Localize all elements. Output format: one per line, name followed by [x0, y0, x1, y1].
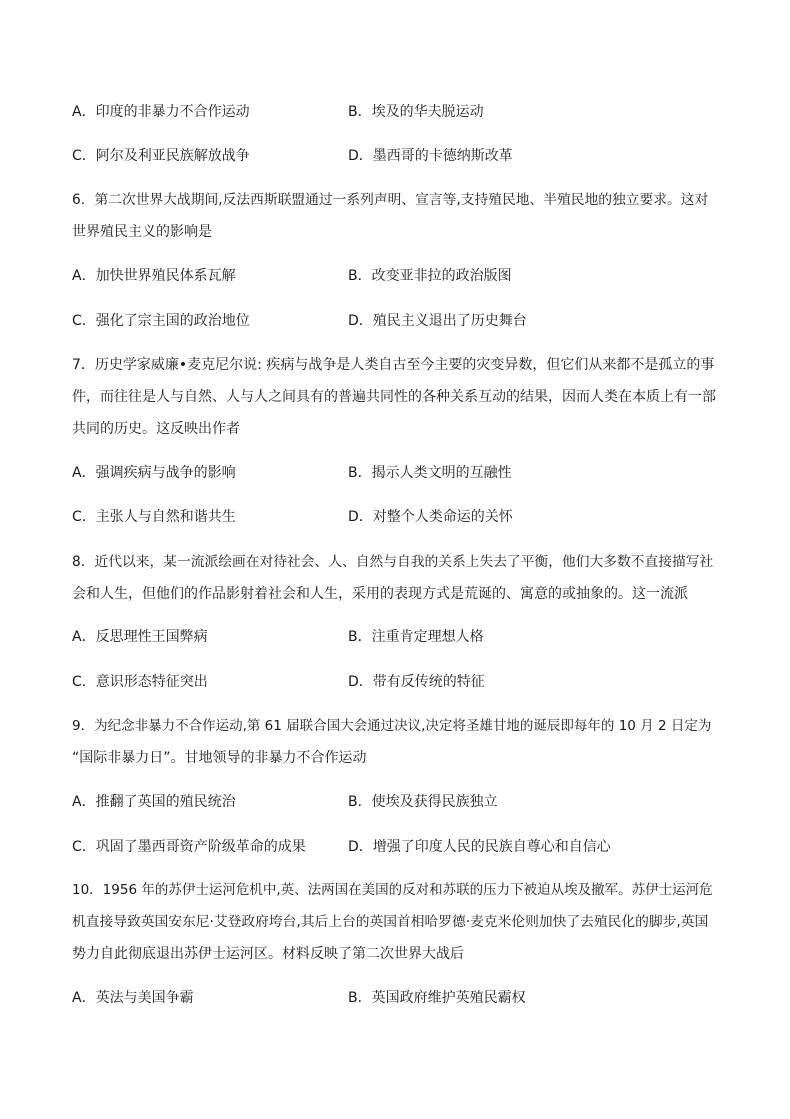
- q9-option-d: D．增强了印度人民的民族自尊心和自信心: [348, 839, 611, 855]
- q7-stem-line-2: 件，而往往是人与自然、人与人之间具有的普遍共同性的各种关系互动的结果，因而人类在本质上有一部: [72, 389, 716, 405]
- q8-option-b: B．注重肯定理想人格: [348, 629, 484, 645]
- q7-stem-line-3: 共同的历史。这反映出作者: [72, 421, 240, 437]
- q9-stem-line-2: “国际非暴力日”。甘地领导的非暴力不合作运动: [72, 750, 367, 766]
- q5-option-c: C．阿尔及利亚民族解放战争: [72, 148, 250, 164]
- q9-option-b: B．使埃及获得民族独立: [348, 794, 498, 810]
- q10-option-a: A．英法与美国争霸: [72, 990, 194, 1006]
- q8-stem-line-2: 会和人生，但他们的作品影射着社会和人生，采用的表现方式是荒诞的、寓意的或抽象的。这一流派: [72, 586, 688, 602]
- q9-option-a: A．推翻了英国的殖民统治: [72, 794, 236, 810]
- q6-option-c: C．强化了宗主国的政治地位: [72, 313, 250, 329]
- q5-option-d: D．墨西哥的卡德纳斯改革: [348, 148, 513, 164]
- q10-stem-line-3: 势力自此彻底退出苏伊士运河区。材料反映了第二次世界大战后: [72, 946, 464, 962]
- q8-option-c: C．意识形态特征突出: [72, 674, 208, 690]
- q5-option-a: A．印度的非暴力不合作运动: [72, 104, 250, 120]
- q8-option-a: A．反思理性王国弊病: [72, 629, 208, 645]
- q7-option-c: C．主张人与自然和谐共生: [72, 509, 236, 525]
- q7-option-b: B．揭示人类文明的互融性: [348, 465, 512, 481]
- q10-option-b: B．英国政府维护英殖民霸权: [348, 990, 526, 1006]
- q9-option-c: C．巩固了墨西哥资产阶级革命的成果: [72, 839, 306, 855]
- q6-stem-line-1: 6．第二次世界大战期间,反法西斯联盟通过一系列声明、宣言等,支持殖民地、半殖民地的独立要求。这对: [72, 192, 709, 208]
- q5-option-b: B．埃及的华夫脱运动: [348, 104, 484, 120]
- q7-option-a: A．强调疾病与战争的影响: [72, 465, 236, 481]
- q9-stem-line-1: 9．为纪念非暴力不合作运动,第 61 届联合国大会通过决议,决定将圣雄甘地的诞辰即每年的 10 月 2 日定为: [72, 718, 712, 734]
- q8-option-d: D．带有反传统的特征: [348, 674, 485, 690]
- q7-stem-line-1: 7．历史学家威廉•麦克尼尔说: 疾病与战争是人类自古至今主要的灾变异数，但它们从来都不是孤立的事: [72, 357, 715, 373]
- q8-stem-line-1: 8．近代以来，某一流派绘画在对待社会、人、自然与自我的关系上失去了平衡，他们大多数不直接描写社: [72, 554, 714, 570]
- q7-option-d: D．对整个人类命运的关怀: [348, 509, 513, 525]
- q10-stem-line-2: 机直接导致英国安东尼·艾登政府垮台,其后上台的英国首相哈罗德·麦克米伦则加快了去殖民化的脚步,英国: [72, 914, 709, 930]
- q10-stem-line-1: 10．1956 年的苏伊士运河危机中,英、法两国在美国的反对和苏联的压力下被迫从埃及撤军。苏伊士运河危: [72, 882, 713, 898]
- q6-stem-line-2: 世界殖民主义的影响是: [72, 224, 212, 240]
- q6-option-a: A．加快世界殖民体系瓦解: [72, 268, 236, 284]
- q6-option-b: B．改变亚非拉的政治版图: [348, 268, 512, 284]
- q6-option-d: D．殖民主义退出了历史舞台: [348, 313, 527, 329]
